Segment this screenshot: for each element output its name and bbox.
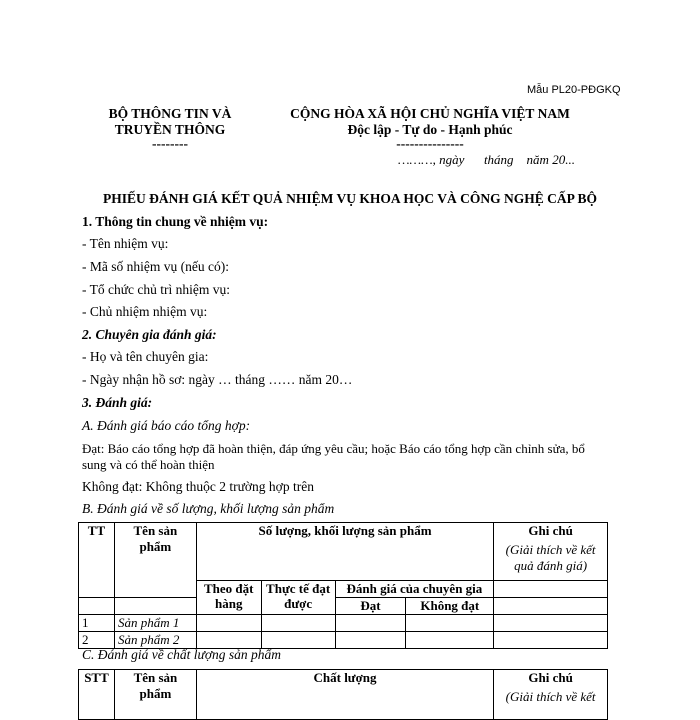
row-tt: 1 (79, 615, 115, 632)
section3c-heading: C. Đánh giá về chất lượng sản phẩm (82, 647, 282, 662)
header-actual-line2: được (284, 596, 313, 611)
quality-table (78, 669, 608, 720)
header-note (494, 670, 608, 720)
header-note-sub1: (Giải thích về kết (505, 689, 596, 704)
header-product-name (114, 670, 196, 720)
nation-dashes: --------------- (396, 136, 464, 151)
expert-name-field: - Họ và tên chuyên gia: (82, 349, 209, 364)
header-stt: STT (79, 670, 115, 720)
received-date-field: - Ngày nhận hồ sơ: ngày … tháng …… năm 20… (82, 372, 353, 387)
ministry-header (90, 106, 250, 150)
task-leader-field: - Chủ nhiệm nhiệm vụ: (82, 304, 208, 319)
table-row (79, 632, 608, 649)
header-note (494, 523, 608, 581)
task-name-field: - Tên nhiệm vụ: (82, 236, 169, 251)
host-org-field: - Tổ chức chủ trì nhiệm vụ: (82, 282, 231, 297)
fail-criteria: Không đạt: Không thuộc 2 trường hợp trên (82, 479, 314, 494)
ministry-dashes: -------- (152, 136, 188, 151)
page-title: PHIẾU ĐÁNH GIÁ KẾT QUẢ NHIỆM VỤ KHOA HỌC VÀ CÔNG NGHỆ CẤP BỘ (103, 191, 597, 206)
header-product-name (114, 523, 196, 598)
header-fail: Không đạt (406, 598, 494, 615)
form-code: Mẫu PL20-PĐGKQ (527, 84, 621, 96)
date-line: ………, ngày tháng năm 20... (398, 152, 575, 167)
pass-criteria-line1: Đạt: Báo cáo tổng hợp đã hoàn thiện, đáp ứng yêu cầu; hoặc Báo cáo tổng hợp cần chỉnh sửa, bổ (82, 441, 585, 456)
pass-criteria-line2: sung và có thể hoàn thiện (82, 457, 215, 472)
section3b-heading: B. Đánh giá về số lượng, khối lượng sản phẩm (82, 501, 335, 516)
nation-header (270, 106, 590, 150)
header-ordered (196, 581, 261, 615)
header-product-name-line2: phẩm (139, 539, 172, 554)
section1-heading: 1. Thông tin chung về nhiệm vụ: (82, 214, 269, 229)
quantity-table (78, 522, 608, 649)
header-note-sub2: quả đánh giá) (514, 558, 588, 573)
header-expert-eval: Đánh giá của chuyên gia (335, 581, 494, 598)
ministry-line1: BỘ THÔNG TIN VÀ (108, 106, 232, 121)
header-actual (261, 581, 335, 615)
header-quality: Chất lượng (196, 670, 493, 720)
nation-line2: Độc lập - Tự do - Hạnh phúc (347, 122, 513, 137)
row-tt: 2 (79, 632, 115, 649)
section3a-heading: A. Đánh giá báo cáo tổng hợp: (82, 418, 251, 433)
header-actual-line1: Thực tế đạt (266, 581, 331, 596)
header-product-name-line1: Tên sản (133, 670, 178, 685)
header-tt: TT (79, 523, 115, 598)
header-ordered-line2: hàng (215, 596, 243, 611)
header-note-sub1: (Giải thích về kết (505, 542, 596, 557)
header-product-name-line2: phẩm (139, 686, 172, 701)
header-product-name-line1: Tên sản (133, 523, 178, 538)
header-pass: Đạt (335, 598, 406, 615)
header-note-title: Ghi chú (528, 670, 573, 685)
section2-heading: 2. Chuyên gia đánh giá: (82, 327, 217, 342)
header-ordered-line1: Theo đặt (204, 581, 254, 596)
header-note-title: Ghi chú (528, 523, 573, 538)
header-note-cell (494, 581, 608, 598)
nation-line1: CỘNG HÒA XÃ HỘI CHỦ NGHĨA VIỆT NAM (290, 106, 570, 121)
header-quantity: Số lượng, khối lượng sản phẩm (196, 523, 493, 581)
table-row (79, 615, 608, 632)
section3-heading: 3. Đánh giá: (82, 395, 153, 410)
row-product: Sản phẩm 1 (114, 615, 196, 632)
task-code-field: - Mã số nhiệm vụ (nếu có): (82, 259, 229, 274)
row-product: Sản phẩm 2 (114, 632, 196, 649)
ministry-line2: TRUYỀN THÔNG (114, 122, 226, 137)
